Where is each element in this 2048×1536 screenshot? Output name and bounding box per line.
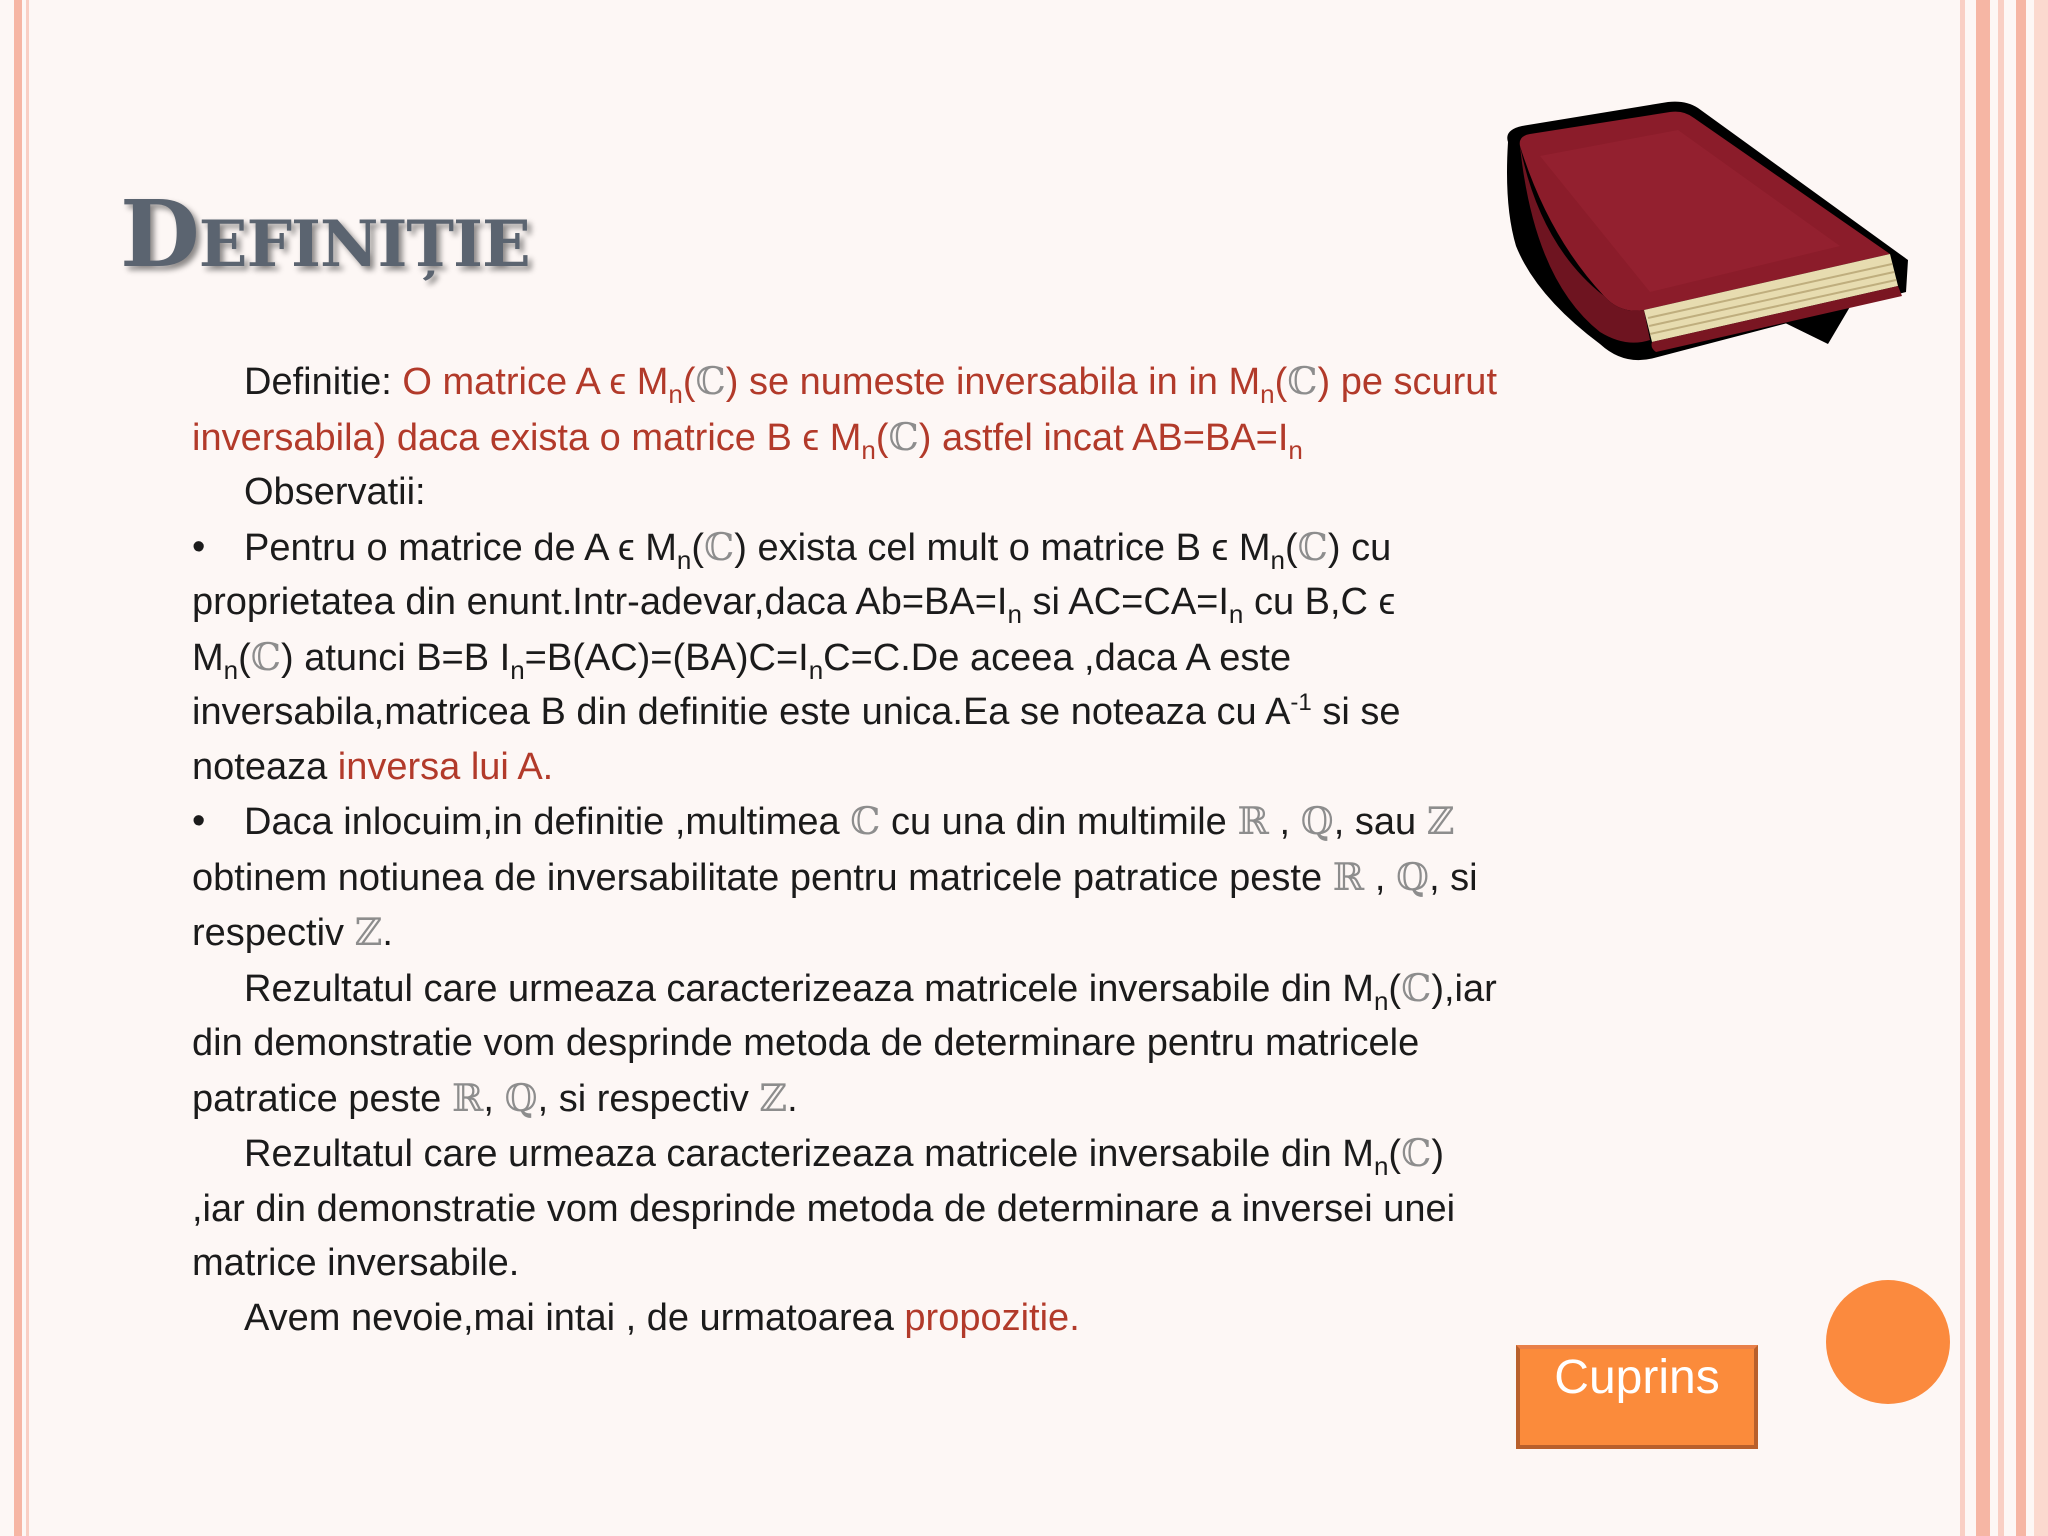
text-run: ( bbox=[238, 636, 251, 679]
definition-paragraph bbox=[192, 354, 1502, 465]
text-run: M bbox=[192, 636, 224, 679]
text-run: ) cu proprietatea din enunt.Intr-adevar,daca Ab=BA=I bbox=[192, 526, 1392, 623]
decorative-circle bbox=[1826, 1280, 1950, 1404]
text-run: , bbox=[483, 1077, 505, 1120]
text-run: ) ,iar din demonstratie vom desprinde metoda de determinare a inversei unei matrice inversabile. bbox=[192, 1133, 1456, 1284]
real-set-symbol: ℝ bbox=[1332, 854, 1365, 899]
text-run: M bbox=[634, 526, 677, 569]
text-run: M bbox=[1228, 526, 1271, 569]
text-run: ( bbox=[682, 361, 696, 403]
slide-title: Definiție bbox=[120, 180, 530, 288]
cuprins-button[interactable]: Cuprins bbox=[1516, 1345, 1758, 1449]
frame-stripe-right bbox=[1998, 0, 2004, 1536]
text-run: ( bbox=[1274, 361, 1288, 403]
frame-stripe-left-inner bbox=[26, 0, 29, 1536]
subscript: n bbox=[223, 654, 239, 685]
result-paragraph bbox=[192, 1126, 1502, 1291]
definition-lead: Definitie: bbox=[244, 361, 403, 403]
proposition-paragraph bbox=[192, 1291, 1502, 1346]
frame-stripe-right bbox=[1960, 0, 1965, 1536]
frame-stripe-right bbox=[2016, 0, 2026, 1536]
proposition-link[interactable]: propozitie. bbox=[904, 1296, 1080, 1339]
complex-set-symbol: ℂ bbox=[1297, 524, 1328, 569]
integer-set-symbol: ℤ bbox=[759, 1075, 788, 1120]
observations-heading: Observatii: bbox=[244, 471, 426, 513]
slide-body bbox=[192, 354, 1502, 1345]
text-run: ( bbox=[1388, 1133, 1402, 1175]
text-run: . bbox=[382, 912, 393, 954]
rational-set-symbol: ℚ bbox=[1300, 799, 1334, 843]
text-run: , si respectiv bbox=[537, 1077, 760, 1120]
subscript: n bbox=[1373, 985, 1389, 1016]
text-run: ) astfel incat AB=BA=I bbox=[918, 416, 1289, 459]
subscript: n bbox=[510, 654, 525, 685]
text-run: O matrice A bbox=[402, 361, 610, 403]
bullet-other-sets bbox=[192, 794, 1502, 961]
complex-set-symbol: ℂ bbox=[250, 634, 282, 679]
text-run: ( bbox=[1285, 526, 1298, 569]
subscript: n bbox=[1007, 599, 1022, 629]
inverse-term: inversa lui A. bbox=[337, 745, 554, 788]
text-run: ( bbox=[691, 526, 705, 569]
element-of-symbol: ϵ bbox=[609, 361, 627, 403]
text-run: ) se numeste inversabila in in M bbox=[725, 361, 1261, 403]
bullet-icon: • bbox=[192, 525, 206, 568]
rational-set-symbol: ℚ bbox=[1395, 854, 1430, 899]
text-run: , sau bbox=[1333, 801, 1427, 843]
complex-set-symbol: ℂ bbox=[704, 524, 735, 569]
superscript: -1 bbox=[1290, 689, 1312, 716]
subscript: n bbox=[808, 654, 824, 685]
subscript: n bbox=[676, 544, 692, 575]
text-run: M bbox=[819, 416, 862, 459]
rational-set-symbol: ℚ bbox=[504, 1075, 538, 1120]
text-run: , bbox=[1268, 801, 1301, 843]
complex-set-symbol: ℂ bbox=[1401, 1131, 1432, 1175]
real-set-symbol: ℝ bbox=[1237, 799, 1269, 843]
text-run: ) exista cel mult o matrice B bbox=[734, 526, 1212, 569]
text-run: ) atunci B=B I bbox=[281, 636, 511, 679]
text-run: si se noteaza bbox=[192, 691, 1401, 788]
subscript: n bbox=[1228, 599, 1244, 629]
text-run: Pentru o matrice de A bbox=[244, 526, 618, 569]
bullet-icon: • bbox=[192, 800, 206, 842]
element-of-symbol: ϵ bbox=[617, 526, 635, 569]
book-icon bbox=[1500, 96, 1920, 366]
text-run: ( bbox=[1388, 967, 1402, 1010]
complex-set-symbol: ℂ bbox=[850, 799, 881, 843]
text-run: cu una din multimile bbox=[880, 801, 1238, 843]
subscript: n bbox=[1260, 379, 1275, 409]
subscript: n bbox=[1288, 434, 1303, 465]
complex-set-symbol: ℂ bbox=[1401, 965, 1432, 1010]
element-of-symbol: ϵ bbox=[1378, 581, 1396, 623]
subscript: n bbox=[1373, 1151, 1389, 1181]
text-run: . bbox=[787, 1077, 798, 1120]
text-run: Rezultatul care urmeaza caracterizeaza matricele inversabile din M bbox=[244, 967, 1374, 1010]
frame-stripe-right bbox=[1976, 0, 1990, 1536]
text-run: C=C.De aceea ,daca A este inversabila,matricea B din definitie este unica.Ea se noteaza cu A bbox=[192, 636, 1292, 733]
integer-set-symbol: ℤ bbox=[1426, 799, 1455, 843]
text-run: si AC=CA=I bbox=[1021, 581, 1229, 623]
text-run: M bbox=[626, 361, 669, 403]
integer-set-symbol: ℤ bbox=[354, 910, 383, 954]
frame-stripe-right bbox=[2034, 0, 2048, 1536]
text-run: Daca inlocuim,in definitie ,multimea bbox=[244, 801, 851, 843]
text-run: , si respectiv bbox=[192, 856, 1478, 954]
text-run: ( bbox=[875, 416, 889, 459]
element-of-symbol: ϵ bbox=[1211, 526, 1229, 569]
text-run: ),iar din demonstratie vom desprinde metoda de determinare pentru matricele patratice peste bbox=[192, 967, 1497, 1120]
complex-set-symbol: ℂ bbox=[695, 359, 726, 403]
subscript: n bbox=[668, 379, 683, 409]
real-set-symbol: ℝ bbox=[451, 1075, 484, 1120]
element-of-symbol: ϵ bbox=[802, 416, 820, 459]
text-run: cu B,C bbox=[1243, 581, 1379, 623]
text-run: , bbox=[1364, 856, 1396, 899]
complex-set-symbol: ℂ bbox=[1287, 359, 1318, 403]
frame-stripe-left bbox=[14, 0, 22, 1536]
text-run: ) pe scurut inversabila) daca exista o matrice B bbox=[192, 361, 1498, 459]
complex-set-symbol: ℂ bbox=[888, 414, 919, 459]
text-run: Rezultatul care urmeaza caracterizeaza matricele inversabile din M bbox=[244, 1133, 1374, 1175]
text-run: Avem nevoie,mai intai , de urmatoarea bbox=[244, 1296, 905, 1339]
result-paragraph bbox=[192, 961, 1502, 1127]
subscript: n bbox=[861, 434, 876, 465]
bullet-uniqueness bbox=[192, 520, 1502, 795]
subscript: n bbox=[1270, 544, 1286, 575]
text-run: =B(AC)=(BA)C=I bbox=[524, 636, 809, 679]
text-run: obtinem notiunea de inversabilitate pentru matricele patratice peste bbox=[192, 856, 1333, 899]
